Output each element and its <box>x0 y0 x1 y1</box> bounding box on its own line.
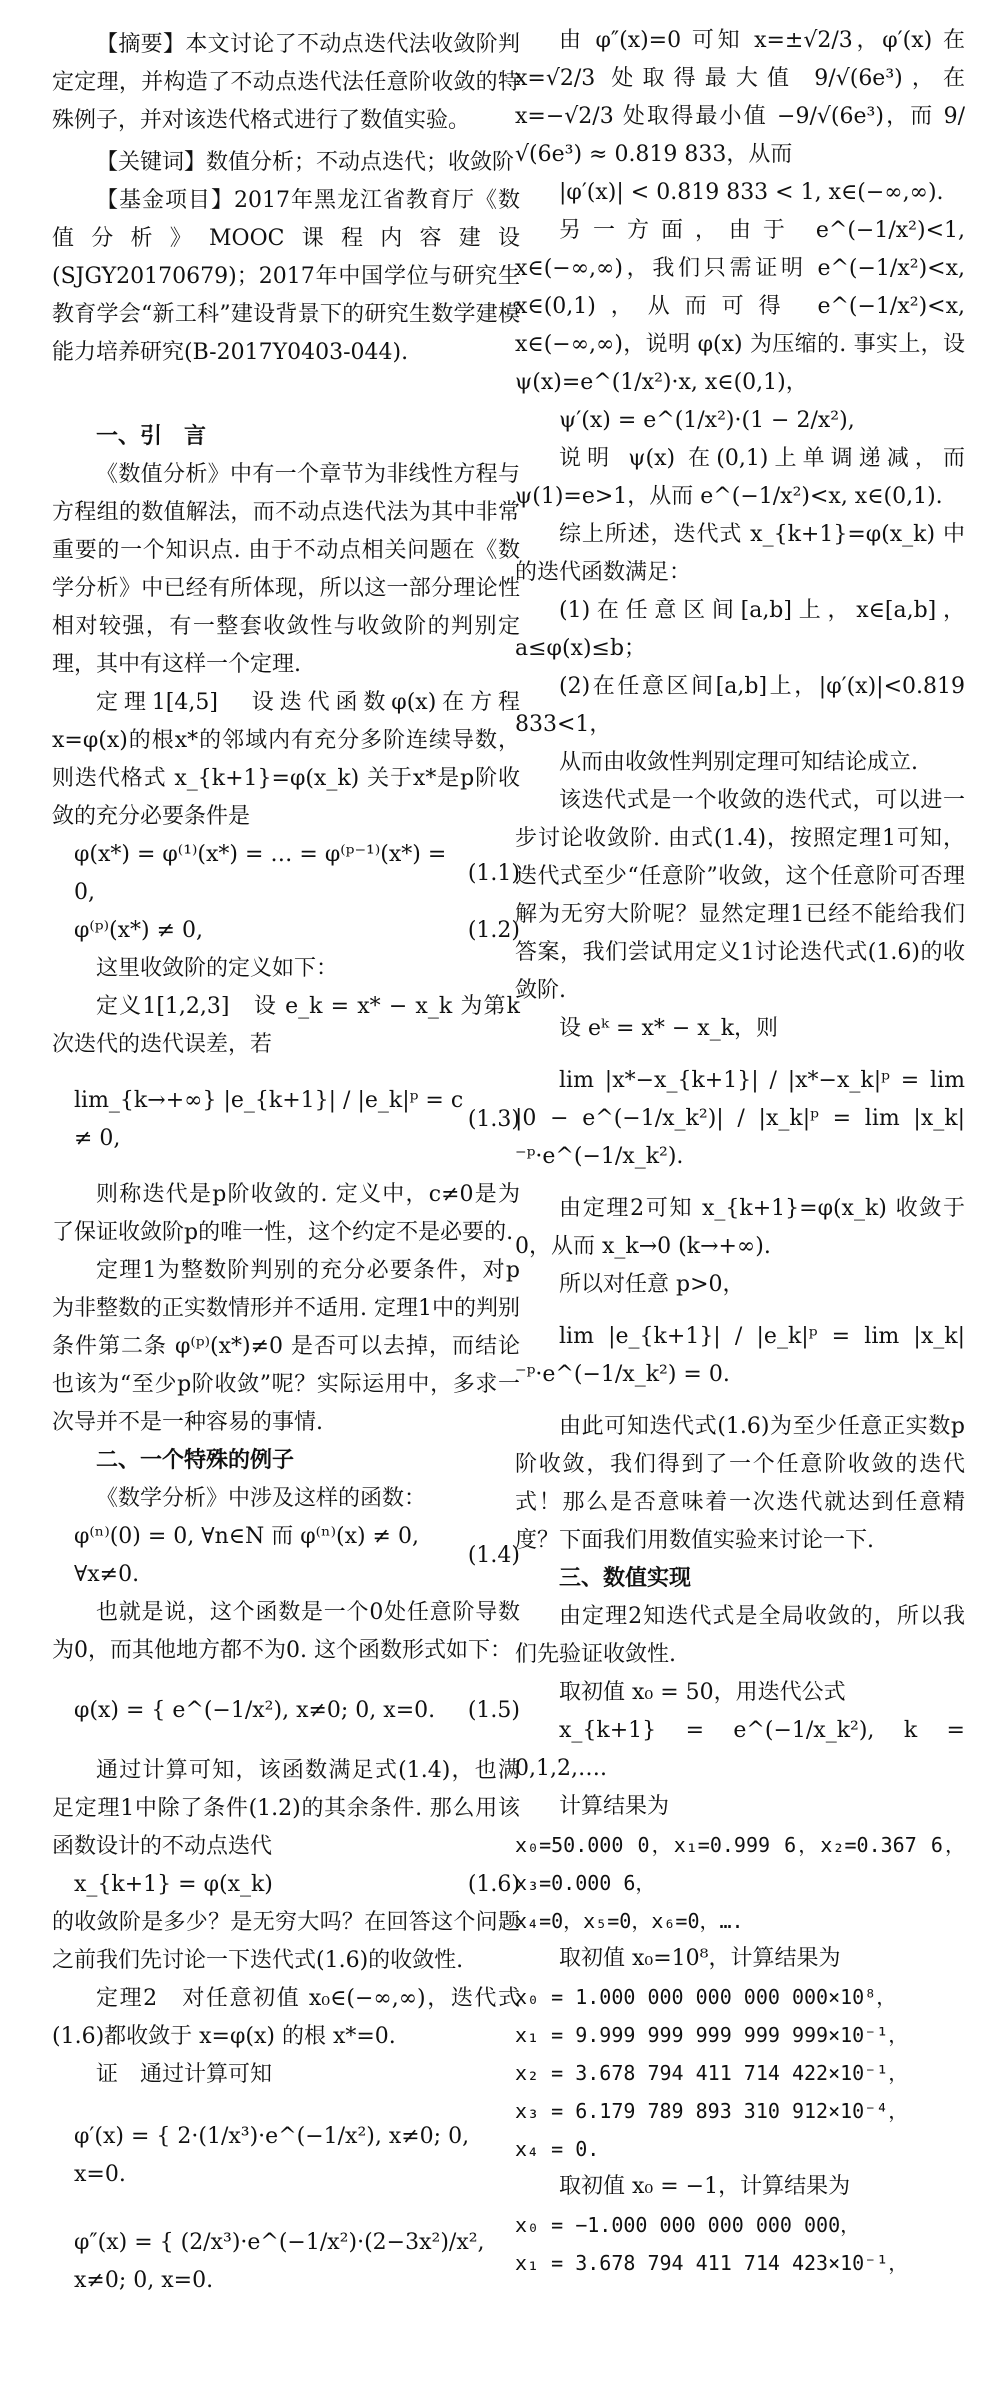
section-2-heading: 二、一个特殊的例子 <box>96 1448 295 1473</box>
equation-1-1 <box>52 836 520 912</box>
section-3-heading: 三、数值实现 <box>559 1566 692 1591</box>
equation-1-5-body: φ(x) = { e^(−1/x²), x≠0; 0, x=0. <box>74 1698 436 1723</box>
paragraph-monotone: 说明 ψ(x) 在(0,1)上单调递减，而 ψ(1)=e>1，从而 e^(−1/x²)<x, x∈(0,1). <box>515 446 965 509</box>
result-x1-neg1: x₁ = 3.678 794 411 714 423×10⁻¹， <box>515 2251 909 2275</box>
equation-1-6-number: (1.6) <box>467 1872 520 1897</box>
equation-1-2-number: (1.2) <box>467 918 520 943</box>
proof-start: 证 通过计算可知 <box>96 2062 273 2087</box>
fund-info: 【基金项目】2017年黑龙江省教育厅《数值分析》MOOC课程内容建设(SJGY20170679)；2017年中国学位与研究生教育学会“新工科”建设背景下的研究生数学建模能力培养研究(B-2017Y0403-044). <box>52 188 520 365</box>
paragraph-contraction: 另一方面，由于 e^(−1/x²)<1, x∈(−∞,∞)，我们只需证明 e^(−1/x²)<x, x∈(0,1)，从而可得 e^(−1/x²)<x, x∈(−∞,∞)，说明 φ(x) 为压缩的. 事实上，设 ψ(x)=e^(1/x²)·x, x∈(0,1)， <box>515 218 965 395</box>
result-x2-1e8: x₂ = 3.678 794 411 714 422×10⁻¹， <box>515 2061 909 2085</box>
paragraph-global-convergence: 由定理2知迭代式是全局收敛的，所以我们先验证收敛性. <box>515 1604 965 1667</box>
equation-limit-1: lim |x*−x_{k+1}| / |x*−x_k|ᵖ = lim |0 − e^(−1/x_k²)| / |x_k|ᵖ = lim |x_k|⁻ᵖ·e^(−1/x_k²). <box>515 1068 965 1169</box>
paragraph-function-intro: 《数学分析》中涉及这样的函数： <box>96 1486 427 1511</box>
equation-1-2-body: φ⁽ᵖ⁾(x*) ≠ 0, <box>74 918 203 943</box>
equation-1-5-number: (1.5) <box>467 1698 520 1723</box>
inequality-derivative-bound: |φ′(x)| < 0.819 833 < 1, x∈(−∞,∞). <box>559 180 944 205</box>
equation-1-3-body: lim_{k→+∞} |e_{k+1}| / |e_k|ᵖ = c ≠ 0, <box>74 1088 464 1151</box>
equation-phi-double-prime: φ″(x) = { (2/x³)·e^(−1/x²)·(2−3x²)/x², x≠0; 0, x=0. <box>74 2230 485 2293</box>
equation-phi-prime: φ′(x) = { 2·(1/x³)·e^(−1/x²), x≠0; 0, x=0. <box>74 2124 470 2187</box>
paragraph-def-intro: 这里收敛阶的定义如下： <box>96 956 339 981</box>
theorem-1: 定理1[4,5] 设迭代函数φ(x)在方程x=φ(x)的根x*的邻域内有充分多阶连续导数，则迭代格式 x_{k+1}=φ(x_k) 关于x*是p阶收敛的充分必要条件是 <box>52 690 520 829</box>
paragraph-iteration-design: 通过计算可知，该函数满足式(1.4)，也满足定理1中除了条件(1.2)的其余条件. 那么用该函数设计的不动点迭代 <box>52 1758 520 1859</box>
abstract: 【摘要】本文讨论了不动点迭代法收敛阶判定定理，并构造了不动点迭代法任意阶收敛的特殊例子，并对该迭代格式进行了数值实验。 <box>52 32 520 133</box>
paragraph-conclusion: 从而由收敛性判别定理可知结论成立. <box>559 750 918 775</box>
equation-1-1-number: (1.1) <box>467 861 520 886</box>
definition-1: 定义1[1,2,3] 设 e_k = x* − x_k 为第k次迭代的迭代误差，若 <box>52 994 520 1057</box>
for-any-p: 所以对任意 p>0， <box>559 1272 745 1297</box>
result-row-1b: x₄=0，x₅=0，x₆=0，…. <box>515 1909 744 1933</box>
paragraph-summary: 综上所述，迭代式 x_{k+1}=φ(x_k) 中的迭代函数满足： <box>515 522 965 585</box>
condition-2: (2)在任意区间[a,b]上，|φ′(x)|<0.819 833<1， <box>515 674 965 737</box>
initial-value-50: 取初值 x₀ = 50，用迭代公式 <box>559 1680 846 1705</box>
initial-value-1e8: 取初值 x₀=10⁸，计算结果为 <box>559 1946 841 1971</box>
equation-limit-2: lim |e_{k+1}| / |e_k|ᵖ = lim |x_k|⁻ᵖ·e^(−1/x_k²) = 0. <box>515 1324 965 1387</box>
equation-1-2 <box>52 912 520 950</box>
right-column <box>515 22 965 2282</box>
left-column <box>52 22 520 2300</box>
paragraph-order-question: 的收敛阶是多少？是无穷大吗？在回答这个问题之前我们先讨论一下迭代式(1.6)的收敛性. <box>52 1910 520 1973</box>
paragraph-theorem-remark: 定理1为整数阶判别的充分必要条件，对p为非整数的正实数情形并不适用. 定理1中的判别条件第二条 φ⁽ᵖ⁾(x*)≠0 是否可以去掉，而结论也该为“至少p阶收敛”呢？实际运用中，多求一次导并不是一种容易的事情. <box>52 1258 520 1435</box>
equation-1-4-number: (1.4) <box>467 1543 520 1568</box>
condition-1: (1)在任意区间[a,b]上，x∈[a,b]，a≤φ(x)≤b； <box>515 598 965 661</box>
result-x0-neg1: x₀ = −1.000 000 000 000 000， <box>515 2213 861 2237</box>
equation-1-6-body: x_{k+1} = φ(x_k) <box>74 1872 273 1897</box>
paragraph-function-desc: 也就是说，这个函数是一个0处任意阶导数为0，而其他地方都不为0. 这个函数形式如下： <box>52 1600 520 1663</box>
equation-1-6 <box>52 1866 520 1904</box>
equation-psi-prime: ψ′(x) = e^(1/x²)·(1 − 2/x²), <box>559 408 855 433</box>
result-x3-1e8: x₃ = 6.179 789 893 310 912×10⁻⁴， <box>515 2099 909 2123</box>
result-x0-1e8: x₀ = 1.000 000 000 000 000×10⁸， <box>515 1985 897 2009</box>
result-row-1a: x₀=50.000 0，x₁=0.999 6，x₂=0.367 6，x₃=0.000 6， <box>515 1833 965 1895</box>
paragraph-extrema: 由 φ″(x)=0 可知 x=±√2/3，φ′(x) 在 x=√2/3 处取得最大值 9/√(6e³)，在 x=−√2/3 处取得最小值 −9/√(6e³)，而 9/√(6e³) ≈ 0.819 833，从而 <box>515 28 965 167</box>
result-x4-1e8: x₄ = 0. <box>515 2137 600 2161</box>
equation-1-5 <box>52 1692 520 1730</box>
section-1-heading: 一、引 言 <box>96 424 207 449</box>
equation-1-3 <box>52 1082 520 1158</box>
paragraph-order-discussion: 该迭代式是一个收敛的迭代式，可以进一步讨论收敛阶. 由式(1.4)，按照定理1可知，迭代式至少“任意阶”收敛，这个任意阶可否理解为无穷大阶呢？显然定理1已经不能给我们答案，我们尝试用定义1讨论迭代式(1.6)的收敛阶. <box>515 788 965 1003</box>
result-x1-1e8: x₁ = 9.999 999 999 999 999×10⁻¹， <box>515 2023 909 2047</box>
paragraph-convergence-zero: 由定理2可知 x_{k+1}=φ(x_k) 收敛于0，从而 x_k→0 (k→+∞). <box>515 1196 965 1259</box>
paragraph-intro: 《数值分析》中有一个章节为非线性方程与方程组的数值解法，而不动点迭代法为其中非常重要的一个知识点. 由于不动点相关问题在《数学分析》中已经有所体现，所以这一部分理论性相对较强，有一整套收敛性与收敛阶的判别定理，其中有这样一个定理. <box>52 462 520 677</box>
equation-1-4 <box>52 1518 520 1594</box>
initial-value-neg1: 取初值 x₀ = −1，计算结果为 <box>559 2174 851 2199</box>
keywords: 【关键词】数值分析；不动点迭代；收敛阶 <box>96 150 515 175</box>
equation-1-4-body: φ⁽ⁿ⁾(0) = 0, ∀n∈N 而 φ⁽ⁿ⁾(x) ≠ 0, ∀x≠0. <box>74 1524 419 1587</box>
equation-1-3-number: (1.3) <box>467 1107 520 1132</box>
paragraph-any-order: 由此可知迭代式(1.6)为至少任意正实数p阶收敛，我们得到了一个任意阶收敛的迭代式！那么是否意味着一次迭代就达到任意精度？下面我们用数值实验来讨论一下. <box>515 1414 965 1553</box>
paragraph-def-note: 则称迭代是p阶收敛的. 定义中，c≠0是为了保证收敛阶p的唯一性，这个约定不是必要的. <box>52 1182 520 1245</box>
iteration-formula: x_{k+1} = e^(−1/x_k²), k = 0,1,2,…. <box>515 1718 965 1781</box>
theorem-2: 定理2 对任意初值 x₀∈(−∞,∞)，迭代式(1.6)都收敛于 x=φ(x) 的根 x*=0. <box>52 1986 520 2049</box>
result-label-1: 计算结果为 <box>559 1794 670 1819</box>
equation-1-1-body: φ(x*) = φ⁽¹⁾(x*) = … = φ⁽ᵖ⁻¹⁾(x*) = 0, <box>74 842 447 905</box>
error-definition: 设 eᵏ = x* − x_k，则 <box>559 1016 779 1041</box>
